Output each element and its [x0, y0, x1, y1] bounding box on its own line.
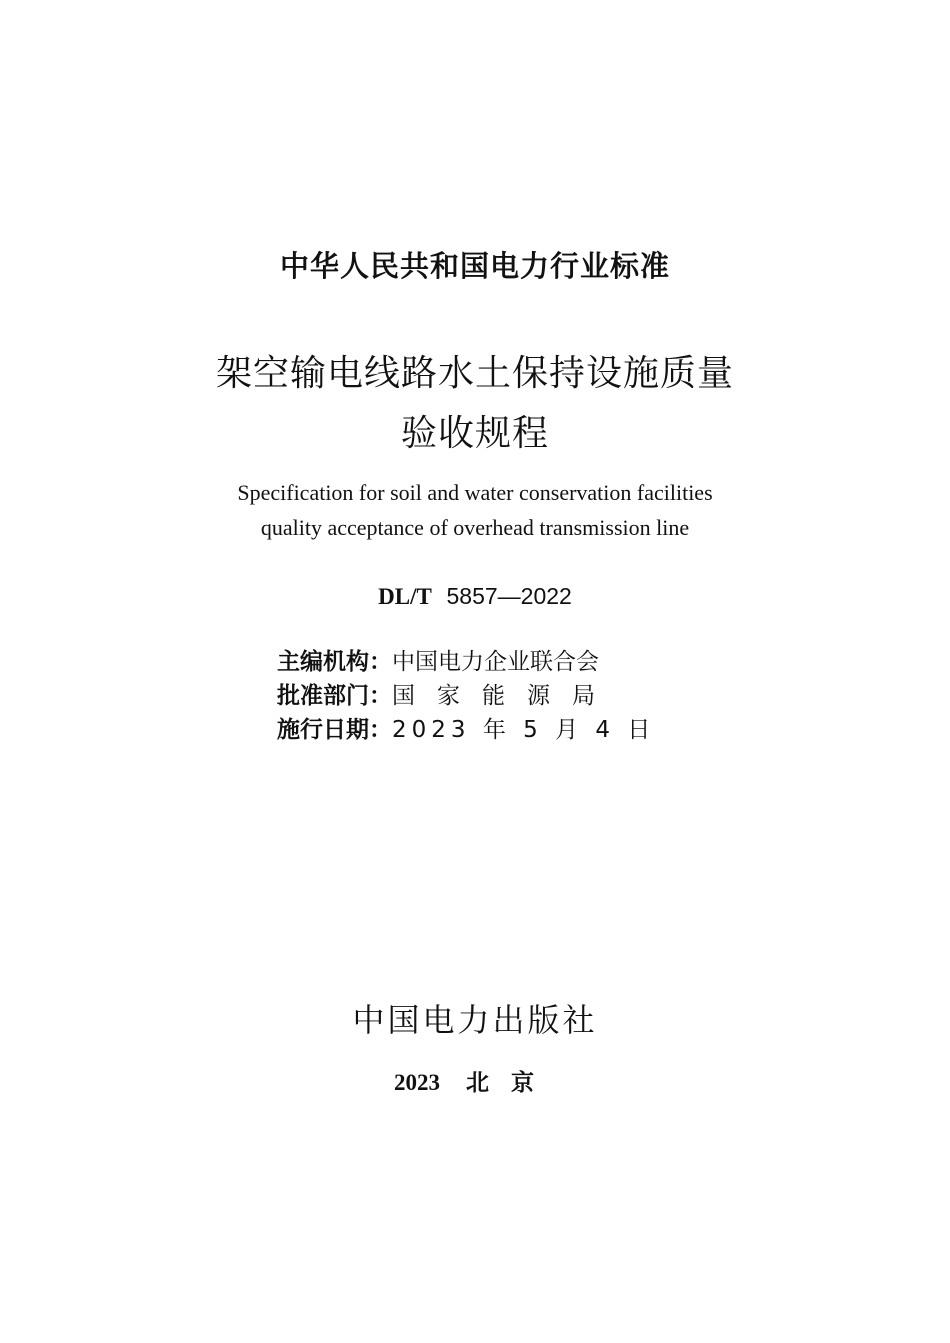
title-en-line2: quality acceptance of overhead transmission line [260, 515, 690, 540]
editor-label: 主编机构： [277, 649, 392, 675]
title-cn-line1: 架空输电线路水土保持设施质量 [215, 353, 734, 394]
approver-value: 国家能源局 [392, 683, 617, 709]
editor-row [277, 645, 655, 679]
publisher-name: 中国电力出版社 [352, 1001, 598, 1039]
publication-city: 北京 [466, 1070, 556, 1096]
effective-date-row [277, 713, 655, 747]
approver-row [277, 679, 655, 713]
standard-number [0, 583, 950, 610]
standard-number-value: 5857—2022 [446, 583, 572, 609]
effective-date-value: 2023 年 5 月 4 日 [392, 717, 656, 743]
title-en-line1: Specification for soil and water conservation facilities [237, 480, 713, 505]
meta-block [277, 645, 655, 747]
title-cn-line2: 验收规程 [400, 413, 549, 454]
publication-place-year [0, 1064, 950, 1097]
publication-year: 2023 [394, 1070, 440, 1095]
standard-category: 中华人民共和国电力行业标准 [279, 249, 670, 283]
editor-value: 中国电力企业联合会 [392, 649, 599, 675]
approver-label: 批准部门： [277, 683, 392, 709]
effective-date-label: 施行日期： [277, 717, 392, 743]
standard-number-prefix: DL/T [378, 584, 432, 609]
